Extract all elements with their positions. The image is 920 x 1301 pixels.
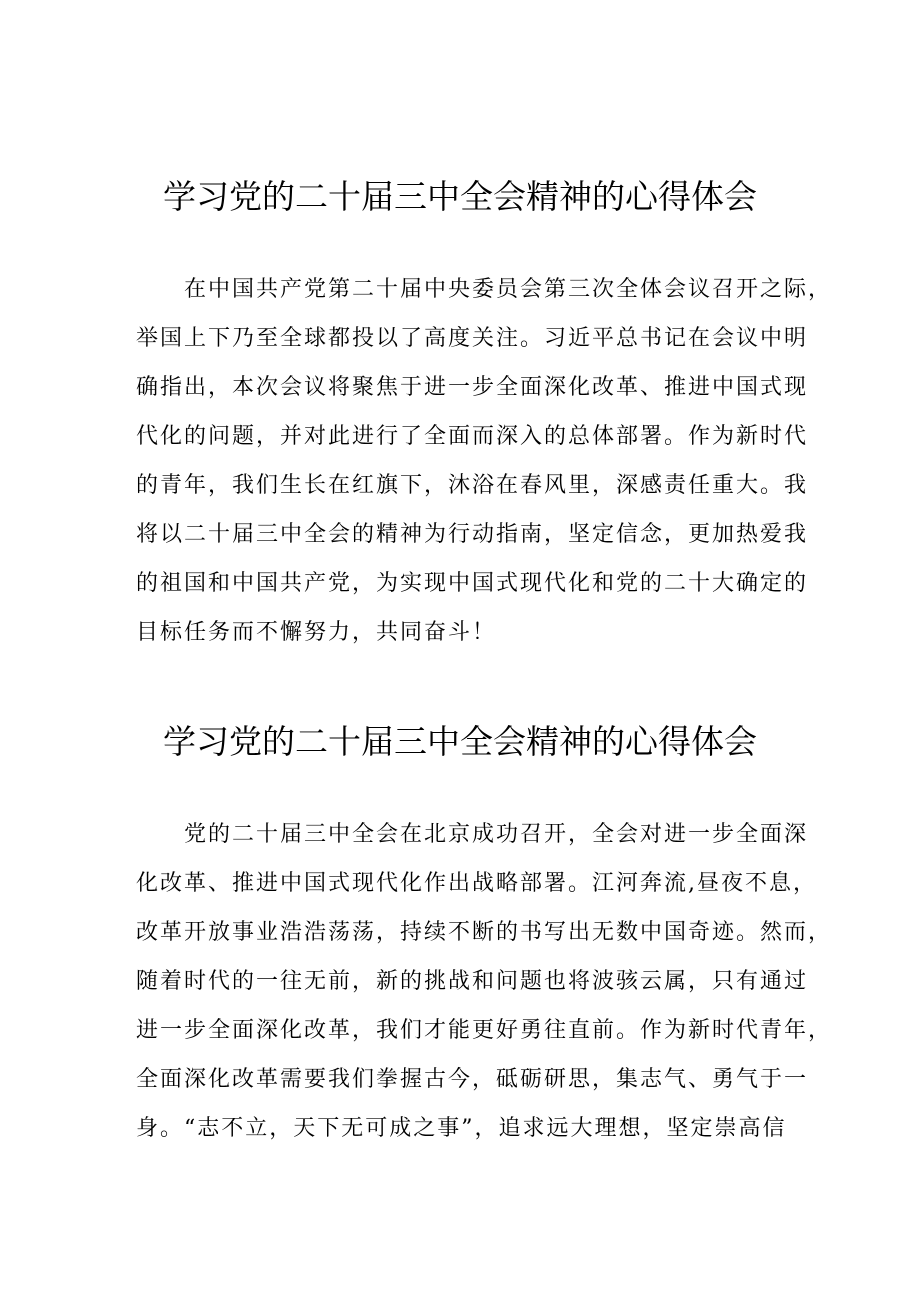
paragraph-line: 举国上下乃至全球都投以了高度关注。习近平总书记在会议中明 bbox=[136, 326, 809, 351]
essay-paragraph-1 bbox=[136, 265, 833, 657]
paragraph-line: 在中国共产党第二十届中央委员会第三次全体会议召开之际， bbox=[136, 277, 833, 302]
paragraph-line: 改革开放事业浩浩荡荡，持续不断的书写出无数中国奇迹。然而， bbox=[136, 920, 833, 945]
paragraph-line: 确指出，本次会议将聚焦于进一步全面深化改革、推进中国式现 bbox=[136, 375, 809, 400]
paragraph-line: 的青年，我们生长在红旗下，沐浴在春风里，深感责任重大。我 bbox=[136, 473, 809, 498]
paragraph-line: 化改革、推进中国式现代化作出战略部署。江河奔流,昼夜不息， bbox=[136, 871, 817, 896]
essay-title-1: 学习党的二十届三中全会精神的心得体会 bbox=[163, 177, 757, 216]
paragraph-line: 党的二十届三中全会在北京成功召开，全会对进一步全面深 bbox=[136, 822, 809, 847]
paragraph-line: 将以二十届三中全会的精神为行动指南，坚定信念，更加热爱我 bbox=[136, 522, 809, 547]
paragraph-line: 全面深化改革需要我们拳握古今，砥砺研思，集志气、勇气于一 bbox=[136, 1067, 809, 1092]
paragraph-line: 进一步全面深化改革，我们才能更好勇往直前。作为新时代青年， bbox=[136, 1018, 833, 1043]
essay-paragraph-2 bbox=[136, 810, 833, 1153]
paragraph-line: 身。“志不立，天下无可成之事”，追求远大理想，坚定崇高信 bbox=[136, 1116, 787, 1141]
essay-title-2: 学习党的二十届三中全会精神的心得体会 bbox=[163, 722, 757, 761]
paragraph-line: 目标任务而不懈努力，共同奋斗！ bbox=[136, 620, 497, 645]
paragraph-line: 的祖国和中国共产党，为实现中国式现代化和党的二十大确定的 bbox=[136, 571, 809, 596]
paragraph-line: 随着时代的一往无前，新的挑战和问题也将波骇云属，只有通过 bbox=[136, 969, 809, 994]
paragraph-line: 代化的问题，并对此进行了全面而深入的总体部署。作为新时代 bbox=[136, 424, 809, 449]
